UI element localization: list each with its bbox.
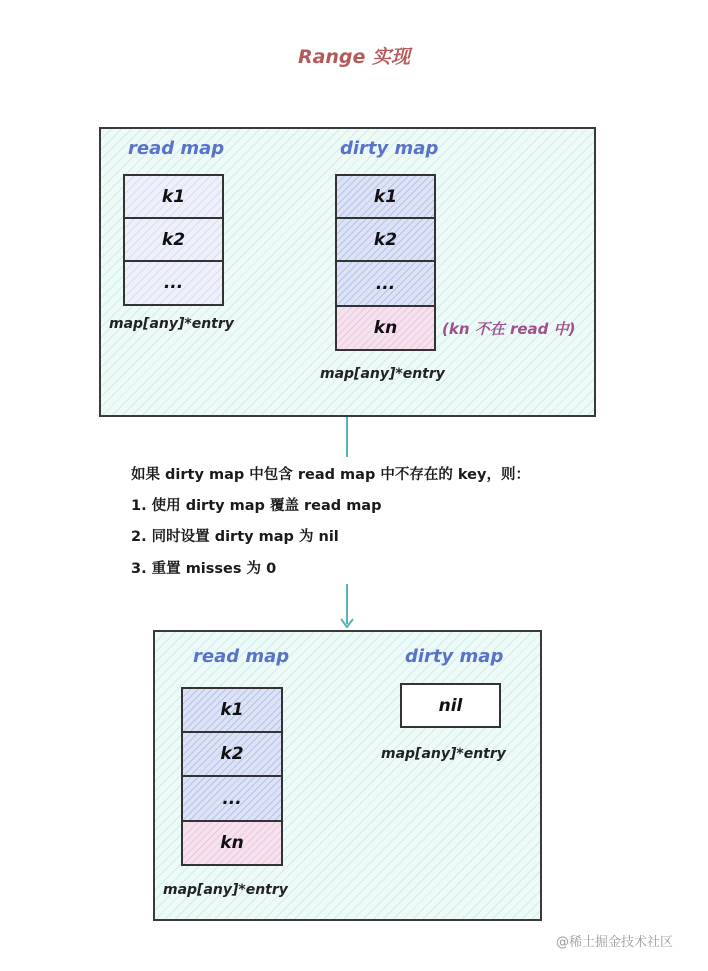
bottom-read-caption: map[any]*entry (163, 882, 288, 898)
connector-line (346, 417, 348, 457)
top-dirty-caption: map[any]*entry (320, 366, 445, 382)
watermark: @稀土掘金技术社区 (556, 935, 674, 950)
bottom-dirty-caption: map[any]*entry (381, 746, 506, 762)
arrow-head-icon (340, 617, 354, 629)
bottom-read-cell: k2 (181, 731, 283, 777)
bottom-read-map-label: read map (193, 646, 290, 667)
bottom-read-cell: ... (181, 775, 283, 822)
step-2: 2. 同时设置 dirty map 为 nil (131, 529, 339, 545)
top-read-cell: k1 (123, 174, 224, 219)
top-dirty-cell: k1 (335, 174, 436, 219)
top-read-caption: map[any]*entry (109, 316, 234, 332)
top-dirty-cell: k2 (335, 217, 436, 262)
bottom-read-cell: k1 (181, 687, 283, 733)
top-read-cell: k2 (123, 217, 224, 262)
bottom-read-cell-kn: kn (181, 820, 283, 866)
top-read-cell: ... (123, 260, 224, 306)
bottom-dirty-map-label: dirty map (405, 646, 504, 667)
step-1: 1. 使用 dirty map 覆盖 read map (131, 498, 382, 514)
bottom-dirty-nil-cell: nil (400, 683, 501, 728)
top-dirty-cell: ... (335, 260, 436, 307)
top-read-map-label: read map (128, 138, 225, 159)
top-dirty-map-label: dirty map (340, 138, 439, 159)
kn-note: (kn 不在 read 中) (442, 320, 576, 338)
top-dirty-cell-kn: kn (335, 305, 436, 351)
step-condition: 如果 dirty map 中包含 read map 中不存在的 key，则： (131, 467, 530, 483)
diagram-title: Range 实现 (297, 46, 411, 68)
step-3: 3. 重置 misses 为 0 (131, 561, 277, 577)
